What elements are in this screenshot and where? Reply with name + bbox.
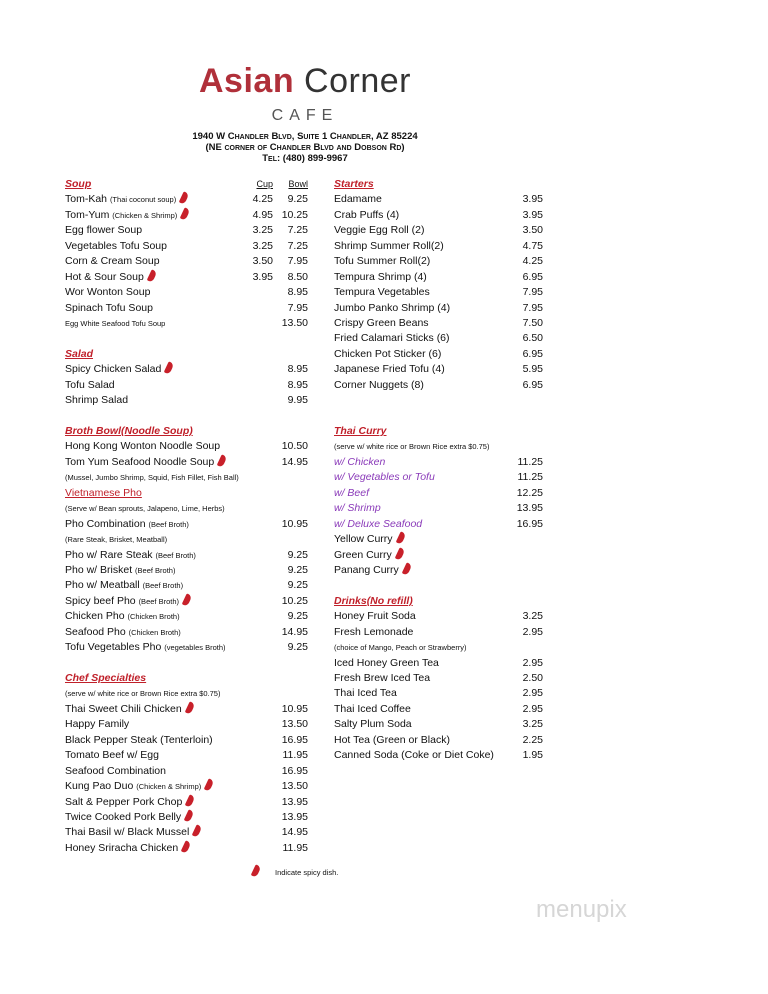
item-name: (Rare Steak, Brisket, Meatball) — [65, 535, 168, 545]
price: 2.25 — [522, 733, 543, 746]
section-title: Chef Specialties — [65, 672, 147, 684]
section-header — [334, 594, 544, 609]
item-name: Tempura Vegetables — [334, 286, 430, 299]
item-name: Canned Soda (Coke or Diet Coke) — [334, 749, 494, 762]
item-note: (vegetables Broth) — [164, 643, 226, 653]
menu-item — [65, 548, 310, 563]
menu-item — [65, 301, 310, 316]
price: 11.25 — [517, 455, 543, 468]
item-name: Chicken Pot Sticker (6) — [334, 347, 442, 360]
logo-word-asian: Asian — [199, 62, 295, 100]
menu-item — [65, 208, 310, 223]
menu-item — [334, 239, 544, 254]
item-name: Happy Family — [65, 718, 130, 731]
price: 8.95 — [287, 378, 308, 391]
menu-item — [334, 362, 544, 377]
menu-item — [334, 285, 544, 300]
price: 13.95 — [516, 502, 543, 515]
chili-pepper-icon — [251, 864, 262, 877]
item-name: Wor Wonton Soup — [65, 286, 151, 299]
item-name: w/ Deluxe Seafood — [334, 517, 423, 530]
chili-pepper-icon — [182, 593, 193, 606]
section-header — [65, 424, 310, 439]
chili-pepper-icon — [402, 562, 413, 575]
item-name: w/ Chicken — [334, 455, 386, 468]
menu-item — [65, 192, 310, 207]
price: 14.95 — [281, 826, 308, 839]
menu-item — [334, 223, 544, 238]
price: 3.50 — [522, 224, 543, 237]
menu-item — [65, 270, 310, 285]
section-subtitle: (Noodle Soup) — [121, 425, 193, 437]
phone: Tel: (480) 899-9967 — [262, 153, 348, 164]
menu-item — [65, 486, 310, 501]
menu-item — [65, 501, 310, 516]
menu-item — [65, 223, 310, 238]
menu-item — [334, 378, 544, 393]
menu-item — [65, 239, 310, 254]
price: 5.95 — [522, 363, 543, 376]
item-name: Black Pepper Steak (Tenterloin) — [65, 733, 213, 746]
item-name: Pho w/ Rare Steak — [65, 548, 153, 561]
price: 9.95 — [287, 394, 308, 407]
item-name: Kung Pao Duo — [65, 780, 134, 793]
menu-item — [334, 640, 544, 655]
price: 8.95 — [287, 363, 308, 376]
menu-item — [334, 316, 544, 331]
spicy-legend — [248, 865, 338, 877]
item-name: Egg flower Soup — [65, 224, 143, 237]
item-name: Shrimp Salad — [65, 394, 129, 407]
item-name: Veggie Egg Roll (2) — [334, 224, 425, 237]
menu-item — [65, 517, 310, 532]
item-name: (serve w/ white rice or Brown Rice extra $0.75) — [65, 689, 221, 699]
price: 10.95 — [281, 517, 308, 530]
price: 13.95 — [281, 810, 308, 823]
menu-item — [65, 609, 310, 624]
item-name: Thai Iced Coffee — [334, 702, 411, 715]
price: 2.50 — [522, 672, 543, 684]
price: 14.95 — [281, 455, 308, 468]
price: 4.75 — [522, 239, 543, 252]
menu-item — [65, 362, 310, 377]
item-note: (Beef Broth) — [148, 519, 189, 529]
item-name: Tomato Beef w/ Egg — [65, 749, 159, 762]
menu-item — [65, 563, 310, 578]
item-name: w/ Beef — [334, 486, 370, 499]
item-note: (Chicken Broth) — [127, 612, 180, 622]
legend-text: Indicate spicy dish. — [275, 868, 339, 877]
item-name: Thai Iced Tea — [334, 687, 397, 700]
chili-pepper-icon — [184, 701, 195, 714]
item-name: Tom Yum Seafood Noodle Soup — [65, 455, 215, 468]
section-header — [65, 177, 310, 192]
item-name: Thai Sweet Chili Chicken — [65, 702, 182, 715]
price: 2.95 — [522, 687, 543, 700]
item-name: Jumbo Panko Shrimp (4) — [334, 301, 451, 314]
menu-item — [65, 841, 310, 856]
section-header — [334, 177, 544, 192]
item-name: Iced Honey Green Tea — [334, 656, 439, 669]
menu-item — [334, 563, 544, 578]
item-name: Panang Curry — [334, 563, 399, 576]
price: 3.95 — [522, 208, 543, 221]
menu-item — [65, 625, 310, 640]
item-name: w/ Vegetables or Tofu — [334, 471, 435, 484]
menu-item — [334, 347, 544, 362]
spacer — [334, 578, 544, 593]
item-name: Chicken Pho — [65, 610, 125, 623]
section-header — [65, 671, 310, 686]
price: 10.25 — [281, 208, 308, 221]
item-name: (Serve w/ Bean sprouts, Jalapeno, Lime, Herbs) — [65, 504, 225, 514]
price: 14.95 — [281, 625, 308, 638]
item-name: Tofu Salad — [65, 378, 115, 391]
chili-pepper-icon — [179, 192, 190, 205]
price: 9.25 — [287, 610, 308, 623]
spacer — [334, 393, 544, 408]
item-name: Corner Nuggets (8) — [334, 378, 424, 391]
price: 13.50 — [281, 718, 308, 731]
price: 1.95 — [522, 749, 543, 762]
price: 2.95 — [522, 656, 543, 669]
price: 11.95 — [282, 841, 308, 854]
menu-item — [65, 393, 310, 408]
section-header — [65, 347, 310, 362]
item-note: (Beef Broth) — [135, 565, 176, 575]
address: 1940 W Chandler Blvd, Suite 1 Chandler, AZ 85224 — [192, 131, 418, 142]
section-title: Soup — [65, 178, 92, 190]
logo-cafe: CAFE — [271, 107, 339, 124]
item-name: Tofu Summer Roll(2) — [334, 255, 431, 268]
item-name: Tofu Vegetables Pho — [65, 641, 162, 654]
price: 8.95 — [287, 286, 308, 299]
price: 16.95 — [516, 517, 543, 530]
item-name: Honey Fruit Soda — [334, 610, 416, 623]
chili-pepper-icon — [217, 454, 228, 467]
menu-item — [334, 501, 544, 516]
menu-item — [65, 748, 310, 763]
item-name: Tom-Yum — [65, 208, 110, 221]
menu-item — [65, 439, 310, 454]
item-name: Corn & Cream Soup — [65, 255, 160, 268]
price: 7.50 — [522, 316, 543, 329]
item-name: Twice Cooked Pork Belly — [65, 810, 182, 823]
price: 9.25 — [287, 548, 308, 561]
item-note: (Chicken Broth) — [128, 627, 181, 637]
item-note: (Chicken & Shrimp) — [136, 782, 202, 792]
item-name: Hong Kong Wonton Noodle Soup — [65, 440, 221, 453]
price: 9.25 — [287, 579, 308, 592]
price: 7.95 — [287, 301, 308, 314]
item-note: (Beef Broth) — [155, 550, 196, 560]
item-name: (choice of Mango, Peach or Strawberry) — [334, 643, 467, 653]
menu-item — [65, 285, 310, 300]
menu-item — [334, 455, 544, 470]
menu-item — [65, 825, 310, 840]
menu-item — [65, 470, 310, 485]
location-note: (NE corner of Chandler Blvd and Dobson Rd) — [205, 142, 405, 153]
price: 13.50 — [281, 316, 308, 329]
restaurant-logo — [0, 62, 610, 101]
bowl-label: Bowl — [288, 179, 308, 189]
item-name: Vegetables Tofu Soup — [65, 239, 167, 252]
menu-item — [65, 686, 310, 701]
price: 2.95 — [522, 702, 543, 715]
menu-item — [334, 548, 544, 563]
spacer — [65, 331, 310, 346]
cup-price: 3.25 — [252, 224, 273, 237]
logo-word-corner: Corner — [304, 62, 411, 100]
menu-item — [334, 671, 544, 686]
item-name: Edamame — [334, 193, 382, 206]
menu-item — [65, 378, 310, 393]
item-name: Pho w/ Brisket — [65, 563, 133, 576]
price: 12.25 — [516, 486, 543, 499]
item-name: Seafood Combination — [65, 764, 166, 777]
item-name: Hot & Sour Soup — [65, 270, 144, 283]
menu-item — [65, 455, 310, 470]
chili-pepper-icon — [192, 825, 203, 838]
chili-pepper-icon — [180, 207, 191, 220]
section-title: Broth Bowl — [65, 425, 121, 437]
section-subtitle: (No refill) — [366, 594, 413, 607]
price: 7.95 — [522, 286, 543, 299]
item-name: Pho Combination — [65, 517, 146, 530]
chili-pepper-icon — [395, 547, 406, 560]
item-name: Spinach Tofu Soup — [65, 301, 153, 314]
cup-price: 3.50 — [252, 255, 273, 268]
menu-item — [334, 702, 544, 717]
item-note: (Beef Broth) — [142, 581, 184, 591]
spacer — [334, 409, 544, 424]
price: 11.95 — [282, 749, 308, 762]
price: 3.95 — [522, 193, 543, 206]
item-name: Honey Sriracha Chicken — [65, 841, 179, 854]
chili-pepper-icon — [395, 531, 406, 544]
item-name: Spicy Chicken Salad — [65, 363, 162, 376]
item-name: (Mussel, Jumbo Shrimp, Squid, Fish Fillet, Fish Ball) — [65, 473, 239, 483]
menu-item — [334, 717, 544, 732]
item-name: Salty Plum Soda — [334, 718, 412, 731]
section-title: Drinks — [334, 594, 367, 607]
menu-item — [65, 578, 310, 593]
price: 6.50 — [522, 332, 543, 345]
item-note: (Chicken & Shrimp) — [112, 210, 178, 220]
item-name: Seafood Pho — [65, 625, 126, 638]
section-title: Thai Curry — [334, 425, 387, 437]
price: 13.95 — [281, 795, 308, 808]
price: 10.25 — [281, 594, 308, 607]
section-title: Salad — [65, 347, 94, 360]
menu-item — [65, 532, 310, 547]
menu-item — [334, 532, 544, 547]
chili-pepper-icon — [164, 362, 175, 375]
price: 9.25 — [287, 193, 308, 206]
price: 6.95 — [522, 378, 543, 391]
menu-item — [334, 517, 544, 532]
menu-item — [334, 486, 544, 501]
price: 3.25 — [522, 610, 543, 623]
menu-item — [334, 208, 544, 223]
chili-pepper-icon — [185, 794, 196, 807]
chili-pepper-icon — [181, 840, 192, 853]
menu-item — [65, 733, 310, 748]
item-name: Yellow Curry — [334, 533, 393, 546]
price: 7.25 — [287, 224, 308, 237]
chili-pepper-icon — [147, 269, 158, 282]
menu-item — [65, 640, 310, 655]
menu-item — [334, 625, 544, 640]
menu-item — [65, 702, 310, 717]
menu-item — [65, 779, 310, 794]
left-column — [65, 177, 310, 856]
price: 13.50 — [281, 780, 308, 793]
item-name: Tempura Shrimp (4) — [334, 270, 427, 283]
price: 7.25 — [287, 239, 308, 252]
menu-item — [334, 301, 544, 316]
item-name: Shrimp Summer Roll(2) — [334, 239, 444, 252]
cup-label: Cup — [256, 179, 273, 189]
menu-item — [334, 686, 544, 701]
menu-item — [334, 609, 544, 624]
price: 16.95 — [281, 764, 308, 777]
chili-pepper-icon — [204, 778, 215, 791]
item-name: w/ Shrimp — [334, 502, 381, 515]
menu-item — [334, 748, 544, 763]
menu-item — [65, 717, 310, 732]
item-name: Japanese Fried Tofu (4) — [334, 363, 445, 376]
price: 3.25 — [522, 718, 543, 731]
section-title: Starters — [334, 178, 374, 190]
price: 9.25 — [287, 641, 308, 654]
price: 8.50 — [287, 270, 308, 283]
price: 7.95 — [522, 301, 543, 314]
spacer — [65, 656, 310, 671]
cup-price: 4.25 — [252, 193, 273, 206]
price: 7.95 — [287, 255, 308, 268]
menu-item — [334, 656, 544, 671]
item-name: Thai Basil w/ Black Mussel — [65, 826, 190, 839]
menu-item — [334, 331, 544, 346]
menu-item — [334, 270, 544, 285]
section-header — [334, 424, 544, 439]
price: 16.95 — [281, 733, 308, 746]
item-name: Pho w/ Meatball — [65, 579, 140, 592]
item-note: (Thai coconut soup) — [109, 195, 177, 205]
menu-item — [334, 470, 544, 485]
price: 10.95 — [281, 702, 308, 715]
item-name: Spicy beef Pho — [65, 594, 136, 607]
chili-pepper-icon — [184, 809, 195, 822]
menu-item — [334, 439, 544, 454]
item-name: Green Curry — [334, 548, 392, 561]
menu-item — [65, 764, 310, 779]
price: 6.95 — [522, 347, 543, 360]
cup-price: 3.95 — [252, 270, 273, 283]
item-name: Tom-Kah — [65, 193, 108, 206]
cup-price: 4.95 — [252, 208, 273, 221]
item-name: Hot Tea (Green or Black) — [334, 733, 450, 746]
item-name: Fried Calamari Sticks (6) — [334, 332, 450, 345]
price: 6.95 — [522, 270, 543, 283]
price: 9.25 — [287, 563, 308, 576]
watermark: menupix — [536, 896, 627, 923]
menu-item — [65, 316, 310, 331]
item-name: Fresh Lemonade — [334, 625, 414, 638]
item-name: Vietnamese Pho — [65, 486, 142, 499]
item-name: Fresh Brew Iced Tea — [334, 672, 431, 684]
item-note: (Beef Broth) — [138, 596, 179, 606]
menu-item — [65, 795, 310, 810]
item-name: Salt & Pepper Pork Chop — [65, 795, 183, 808]
menu-item — [65, 254, 310, 269]
cup-price: 3.25 — [252, 239, 273, 252]
price: 4.25 — [522, 255, 543, 268]
item-name: (serve w/ white rice or Brown Rice extra $0.75) — [334, 442, 490, 452]
price: 10.50 — [281, 440, 308, 453]
spacer — [65, 409, 310, 424]
menu-item — [334, 733, 544, 748]
menu-item — [65, 594, 310, 609]
menu-item — [65, 810, 310, 825]
item-name: Egg White Seafood Tofu Soup — [65, 318, 166, 328]
menu-item — [334, 192, 544, 207]
item-name: Crab Puffs (4) — [334, 208, 400, 221]
item-name: Crispy Green Beans — [334, 316, 429, 329]
price: 2.95 — [522, 625, 543, 638]
right-column — [334, 177, 544, 764]
menu-item — [334, 254, 544, 269]
price: 11.25 — [517, 471, 543, 484]
